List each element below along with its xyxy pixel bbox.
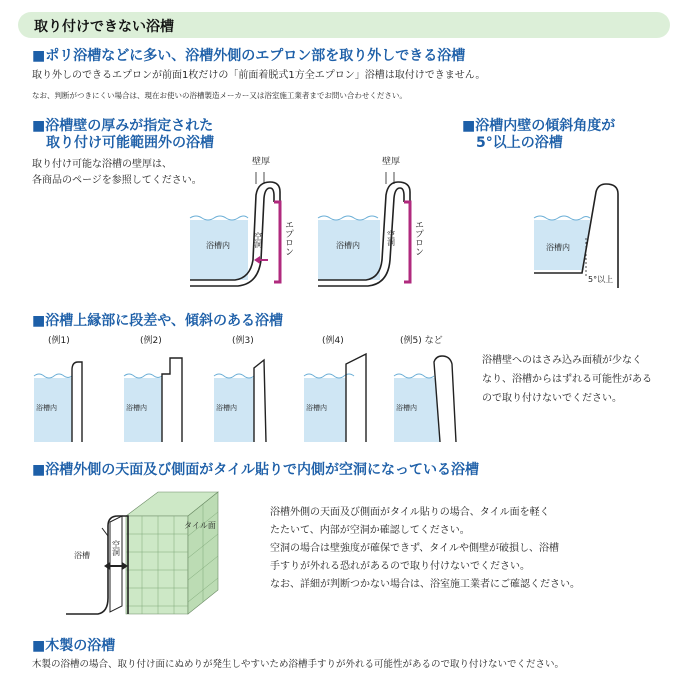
- water-area: [190, 220, 248, 280]
- inside-label: 浴槽内: [306, 404, 327, 412]
- step-rim-note-3: ので取り付けないでください。: [482, 393, 622, 404]
- page-title: 取り付けできない浴槽: [34, 19, 174, 35]
- cavity-label: 空洞: [111, 540, 121, 556]
- text-wall-thickness-2: 各商品のページを参照してください。: [32, 175, 202, 186]
- apron-label: エプロン: [413, 220, 423, 256]
- heading-removable-apron: ■ポリ浴槽などに多い、浴槽外側のエプロン部を取り外しできる浴槽: [32, 48, 466, 64]
- example-diagram-1: [34, 350, 120, 444]
- heading-incline-1: ■浴槽内壁の傾斜角度が: [462, 118, 616, 134]
- example-diagram-3: [214, 350, 300, 444]
- incline-diagram: [534, 178, 634, 293]
- inside-label: 浴槽内: [546, 243, 570, 252]
- wooden-tub-text: 木製の浴槽の場合、取り付け面にぬめりが発生しやすいため浴槽手すりが外れる可能性があるので取り付けないでください。: [32, 659, 565, 670]
- text-wall-thickness-1: 取り付け可能な浴槽の壁厚は、: [32, 159, 172, 170]
- text-removable-apron-2: なお、判断がつきにくい場合は、現在お使いの浴槽製造メーカー又は浴室施工業者までお問い合わせください。: [32, 91, 407, 100]
- example-label-2: (例2): [140, 336, 162, 346]
- inside-label: 浴槽内: [216, 404, 237, 412]
- inside-label: 浴槽内: [396, 404, 417, 412]
- tiled-tub-text-1: 浴槽外側の天面及び側面がタイル貼りの場合、タイル面を軽く: [270, 507, 550, 518]
- tiled-tub-text-4: 手すりが外れる恐れがあるので取り付けないでください。: [270, 561, 530, 572]
- wall-label: 壁厚: [382, 157, 401, 167]
- example-label-1: (例1): [48, 336, 70, 346]
- tiled-tub-diagram: [66, 486, 246, 616]
- example-label-5: (例5) など: [400, 336, 443, 346]
- wall-label: 壁厚: [252, 157, 271, 167]
- wall-thickness-diagram-1: [190, 150, 310, 290]
- example-diagram-4: [304, 350, 390, 444]
- tiled-tub-text-3: 空洞の場合は壁強度が確保できず、タイルや側壁が破損し、浴槽: [270, 543, 559, 554]
- apron-label: エプロン: [283, 220, 293, 256]
- heading-wall-thickness-2: 取り付け可能範囲外の浴槽: [32, 135, 214, 151]
- inside-label: 浴槽内: [126, 404, 147, 412]
- heading-wall-thickness-1: ■浴槽壁の厚みが指定された: [32, 118, 214, 134]
- example-label-4: (例4): [322, 336, 344, 346]
- heading-incline-2: 5°以上の浴槽: [462, 135, 563, 151]
- cavity-label: 空洞: [253, 232, 263, 248]
- tile-label: タイル面: [184, 521, 216, 530]
- example-label-3: (例3): [232, 336, 254, 346]
- tiled-tub-text-5: なお、詳細が判断つかない場合は、浴室施工業者にご確認ください。: [270, 579, 580, 590]
- step-rim-note-1: 浴槽壁へのはさみ込み面積が少なく: [482, 355, 642, 366]
- tub-label: 浴槽: [74, 551, 90, 560]
- inside-label: 浴槽内: [336, 241, 360, 250]
- text-removable-apron-1: 取り外しのできるエプロンが前面1枚だけの「前面着脱式1方全エプロン」浴槽は取付けできません。: [32, 70, 486, 81]
- heading-wooden-tub: ■木製の浴槽: [32, 638, 116, 654]
- angle-label: 5°以上: [588, 275, 614, 284]
- example-diagram-2: [124, 350, 210, 444]
- heading-tiled-tub: ■浴槽外側の天面及び側面がタイル貼りで内側が空洞になっている浴槽: [32, 462, 479, 478]
- inside-label: 浴槽内: [36, 404, 57, 412]
- tile-front: [126, 516, 188, 614]
- tiled-tub-text-2: たたいて、内部が空洞か確認してください。: [270, 525, 470, 536]
- water-area: [318, 220, 380, 280]
- wall-thickness-diagram-2: [318, 150, 438, 290]
- inside-label: 浴槽内: [206, 241, 230, 250]
- step-rim-note-2: なり、浴槽からはずれる可能性がある: [482, 374, 652, 385]
- example-diagram-5: [394, 350, 480, 444]
- heading-step-rim: ■浴槽上縁部に段差や、傾斜のある浴槽: [32, 313, 283, 329]
- section-title-bar: [18, 12, 670, 38]
- cavity-label: 空洞: [386, 230, 396, 246]
